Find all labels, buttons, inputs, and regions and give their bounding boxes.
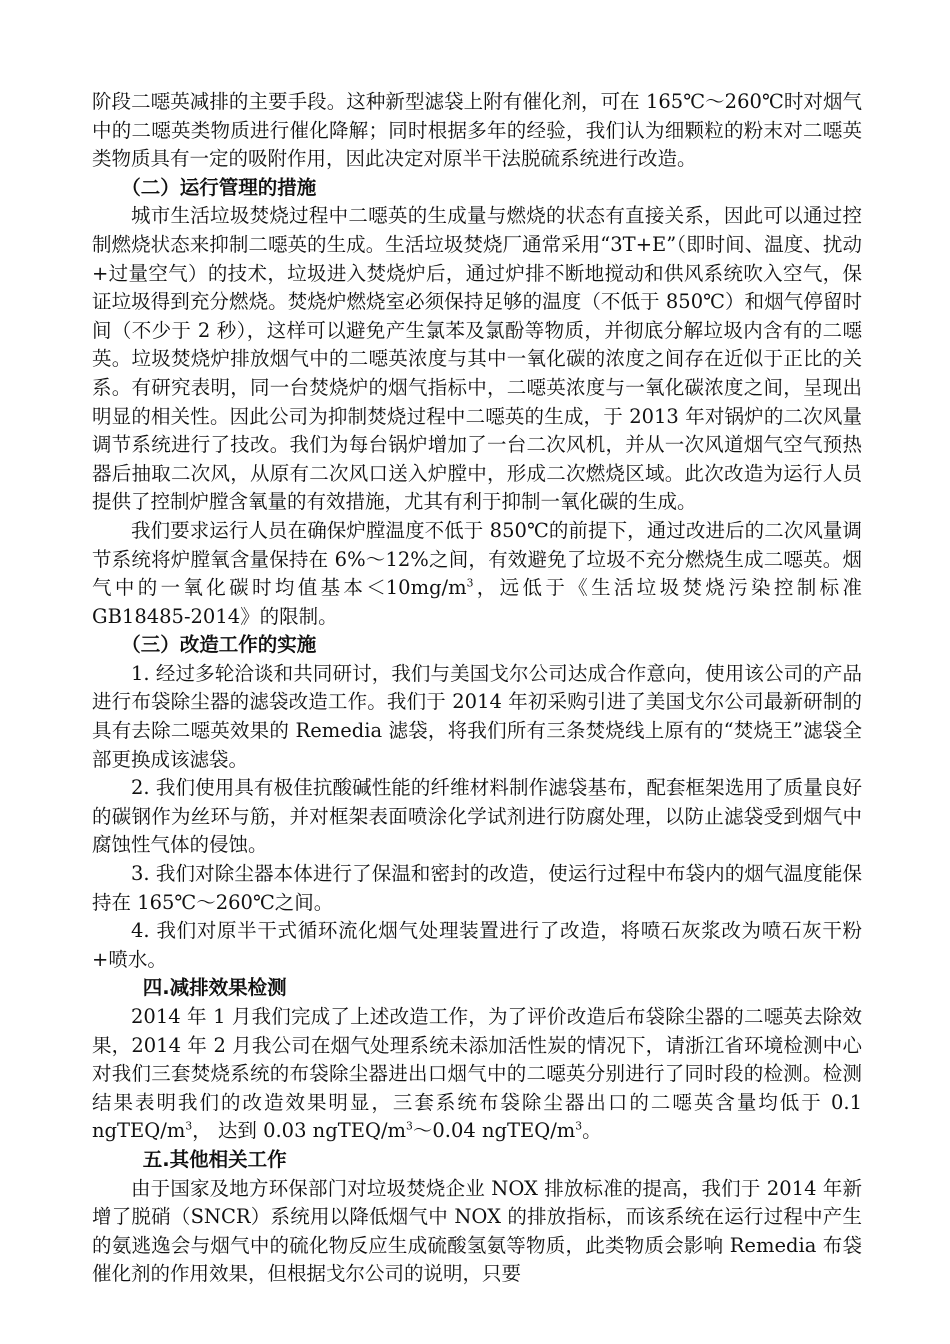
superscript: 3: [406, 1119, 413, 1133]
text-fragment: 。: [582, 1119, 602, 1143]
paragraph-denitrification: 由于国家及地方环保部门对垃圾焚烧企业 NOX 排放标准的提高，我们于 2014 年新增了脱硝（SNCR）系统用以降低烟气中 NOX 的排放指标，而该系统在运行过程中产生的氨逃逸会与烟气中的硫化物反应生成硫酸氢氨等物质，此类物质会影响 Remedia 布袋催化剂的作用效果，但根据戈尔公司的说明，只要: [92, 1176, 862, 1286]
paragraph-combustion-control: 城市生活垃圾焚烧过程中二噁英的生成量与燃烧的状态有直接关系，因此可以通过控制燃烧状态来抑制二噁英的生成。生活垃圾焚烧厂通常采用“3T+E”（即时间、温度、扰动+过量空气）的技术，垃圾进入焚烧炉后，通过炉排不断地搅动和供风系统吹入空气，保证垃圾得到充分燃烧。焚烧炉燃烧室必须保持足够的温度（不低于 850℃）和烟气停留时间（不少于 2 秒），这样可以避免产生氯苯及氯酚等物质，并彻底分解垃圾内含有的二噁英。垃圾焚烧炉排放烟气中的二噁英浓度与其中一氧化碳的浓度之间存在近似于正比的关系。有研究表明，同一台焚烧炉的烟气指标中，二噁英浓度与一氧化碳浓度之间，呈现出明显的相关性。因此公司为抑制焚烧过程中二噁英的生成，于 2013 年对锅炉的二次风量调节系统进行了技改。我们为每台锅炉增加了一台二次风机，并从一次风道烟气空气预热器后抽取二次风，从原有二次风口送入炉膛中，形成二次燃烧区域。此次改造为运行人员提供了控制炉膛含氧量的有效措施，尤其有利于抑制一氧化碳的生成。: [92, 204, 862, 514]
text-fragment: ，远低于《生活垃圾焚烧污染控制标准 GB18485-2014》的限制。: [92, 576, 862, 628]
text-fragment: ～0.04 ngTEQ/m: [412, 1119, 576, 1143]
superscript: 3: [466, 576, 474, 590]
list-item-3: 3. 我们对除尘器本体进行了保温和密封的改造，使运行过程中布袋内的烟气温度能保持在 165℃～260℃之间。: [92, 862, 862, 914]
list-item-2: 2. 我们使用具有极佳抗酸碱性能的纤维材料制作滤袋基布，配套框架选用了质量良好的碳钢作为丝环与筋，并对框架表面喷涂化学试剂进行防腐处理，以防止滤袋受到烟气中腐蚀性气体的侵蚀。: [92, 776, 862, 857]
paragraph-filter-bag-intro: 阶段二噁英减排的主要手段。这种新型滤袋上附有催化剂，可在 165℃～260℃时对烟气中的二噁英类物质进行催化降解；同时根据多年的经验，我们认为细颗粒的粉末对二噁英类物质具有一定的吸附作用，因此决定对原半干法脱硫系统进行改造。: [92, 90, 862, 171]
list-item-4: 4. 我们对原半干式循环流化烟气处理装置进行了改造，将喷石灰浆改为喷石灰干粉+喷水。: [92, 919, 862, 971]
text-fragment: ， 达到 0.03 ngTEQ/m: [192, 1119, 407, 1143]
superscript: 3: [575, 1119, 583, 1133]
paragraph-oxygen-content: [92, 517, 862, 631]
document-page: [92, 88, 862, 1289]
text-fragment: 2014 年 1 月我们完成了上述改造工作，为了评价改造后布袋除尘器的二噁英去除效果，2014 年 2 月我公司在烟气处理系统未添加活性炭的情况下，请浙江省环境检测中心对我们三套焚烧系统的布袋除尘器进出口烟气中的二噁英分别进行了同时段的检测。检测结果表明我们的改造效果明显，三套系统布袋除尘器出口的二噁英含量均低于 0.1 ngTEQ/m: [92, 1005, 862, 1143]
heading-other-work: 五.其他相关工作: [142, 1147, 287, 1171]
list-item-1: 1. 经过多轮洽谈和共同研讨，我们与美国戈尔公司达成合作意向，使用该公司的产品进行布袋除尘器的滤袋改造工作。我们于 2014 年初采购引进了美国戈尔公司最新研制的具有去除二噁英效果的 Remedia 滤袋，将我们所有三条焚烧线上原有的“焚烧王”滤袋全部更换成该滤袋。: [92, 661, 862, 771]
text-fragment: 我们要求运行人员在确保炉膛温度不低于 850℃的前提下，通过改进后的二次风量调节系统将炉膛氧含量保持在 6%～12%之间，有效避免了垃圾不充分燃烧生成二噁英。烟气中的一氧化碳时均值基本＜10mg/m: [92, 518, 862, 600]
superscript: 3: [185, 1119, 193, 1133]
paragraph-test-results: [92, 1003, 862, 1146]
heading-emission-testing: 四.减排效果检测: [142, 976, 287, 1000]
heading-retrofit-implementation: （三）改造工作的实施: [121, 633, 317, 657]
heading-operation-management: （二）运行管理的措施: [121, 175, 317, 199]
